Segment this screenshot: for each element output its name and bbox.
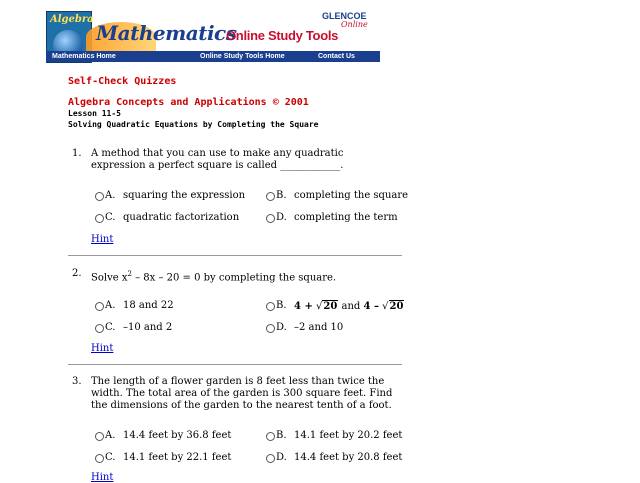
radio-button[interactable] — [95, 302, 104, 311]
option-letter: D. — [276, 322, 287, 333]
math-and: and — [341, 301, 361, 312]
hint-link[interactable]: Hint — [91, 472, 114, 483]
book-title: Algebra Concepts and Applications © 2001 — [68, 97, 309, 108]
math-term: 4 + — [294, 301, 313, 312]
nav-contact-us[interactable]: Contact Us — [318, 53, 355, 60]
option-letter: D. — [276, 212, 287, 223]
radio-button[interactable] — [95, 192, 104, 201]
radio-button[interactable] — [266, 214, 275, 223]
radio-button[interactable] — [266, 192, 275, 201]
sqrt-radicand: 20 — [323, 301, 338, 312]
option-letter: A. — [105, 430, 116, 441]
divider — [68, 255, 402, 256]
question-text — [91, 268, 396, 284]
nav-online-study-tools-home[interactable]: Online Study Tools Home — [200, 53, 285, 60]
option-letter: B. — [276, 300, 287, 311]
option-text: squaring the expression — [123, 190, 246, 201]
option-text: 14.1 feet by 22.1 feet — [123, 452, 232, 463]
option-text: completing the square — [294, 190, 409, 201]
option-letter: D. — [276, 452, 287, 463]
lesson-title: Solving Quadratic Equations by Completing the Square — [68, 120, 319, 129]
online-study-tools-title: Online Study Tools — [226, 28, 339, 43]
option-text: 14.1 feet by 20.2 feet — [294, 430, 403, 441]
question-text: A method that you can use to make any quadratic expression a perfect square is called ____________. — [91, 148, 344, 171]
sqrt-radicand: 20 — [389, 301, 404, 312]
question-text-part: – 8x – 20 = 0 by completing the square. — [131, 272, 337, 284]
option-text: 4 + √20 and 4 – √20 — [294, 301, 404, 312]
option-letter: B. — [276, 430, 287, 441]
nav-mathematics-home[interactable]: Mathematics Home — [52, 53, 116, 60]
option-text: completing the term — [294, 212, 398, 223]
radio-button[interactable] — [95, 454, 104, 463]
hint-link[interactable]: Hint — [91, 234, 114, 245]
option-letter: C. — [105, 322, 116, 333]
option-text: 14.4 feet by 20.8 feet — [294, 452, 403, 463]
nav-bar — [46, 51, 380, 62]
math-term: 4 – — [363, 301, 379, 312]
divider — [68, 364, 402, 365]
option-text: 18 and 22 — [123, 300, 174, 311]
option-letter: B. — [276, 190, 287, 201]
exponent: 2 — [127, 270, 132, 278]
glencoe-logo[interactable]: GLENCOE — [322, 11, 367, 21]
hint-link[interactable]: Hint — [91, 343, 114, 354]
option-letter: A. — [105, 190, 116, 201]
brand-title: Mathematics — [96, 21, 237, 45]
book-cover-title: Algebra — [50, 14, 94, 25]
option-text: quadratic factorization — [123, 212, 240, 223]
lesson-number: Lesson 11-5 — [68, 109, 121, 118]
option-letter: C. — [105, 212, 116, 223]
radio-button[interactable] — [95, 214, 104, 223]
option-letter: A. — [105, 300, 116, 311]
question-number: 3. — [72, 376, 82, 387]
option-text: –2 and 10 — [294, 322, 344, 333]
option-letter: C. — [105, 452, 116, 463]
radio-button[interactable] — [266, 302, 275, 311]
radio-button[interactable] — [266, 454, 275, 463]
radio-button[interactable] — [95, 432, 104, 441]
radio-button[interactable] — [266, 432, 275, 441]
radio-button[interactable] — [266, 324, 275, 333]
question-text: The length of a flower garden is 8 feet less than twice the width. The total area of the garden is 300 square feet. Find the dimensions of the garden to the nearest tenth of a foot. — [91, 376, 393, 411]
option-text: 14.4 feet by 36.8 feet — [123, 430, 232, 441]
question-number: 1. — [72, 148, 82, 159]
question-number: 2. — [72, 268, 82, 279]
glencoe-online-logo: Online — [341, 20, 368, 29]
question-text-part: Solve x — [91, 272, 128, 284]
page-title: Self-Check Quizzes — [68, 76, 177, 87]
option-text: –10 and 2 — [123, 322, 173, 333]
radio-button[interactable] — [95, 324, 104, 333]
